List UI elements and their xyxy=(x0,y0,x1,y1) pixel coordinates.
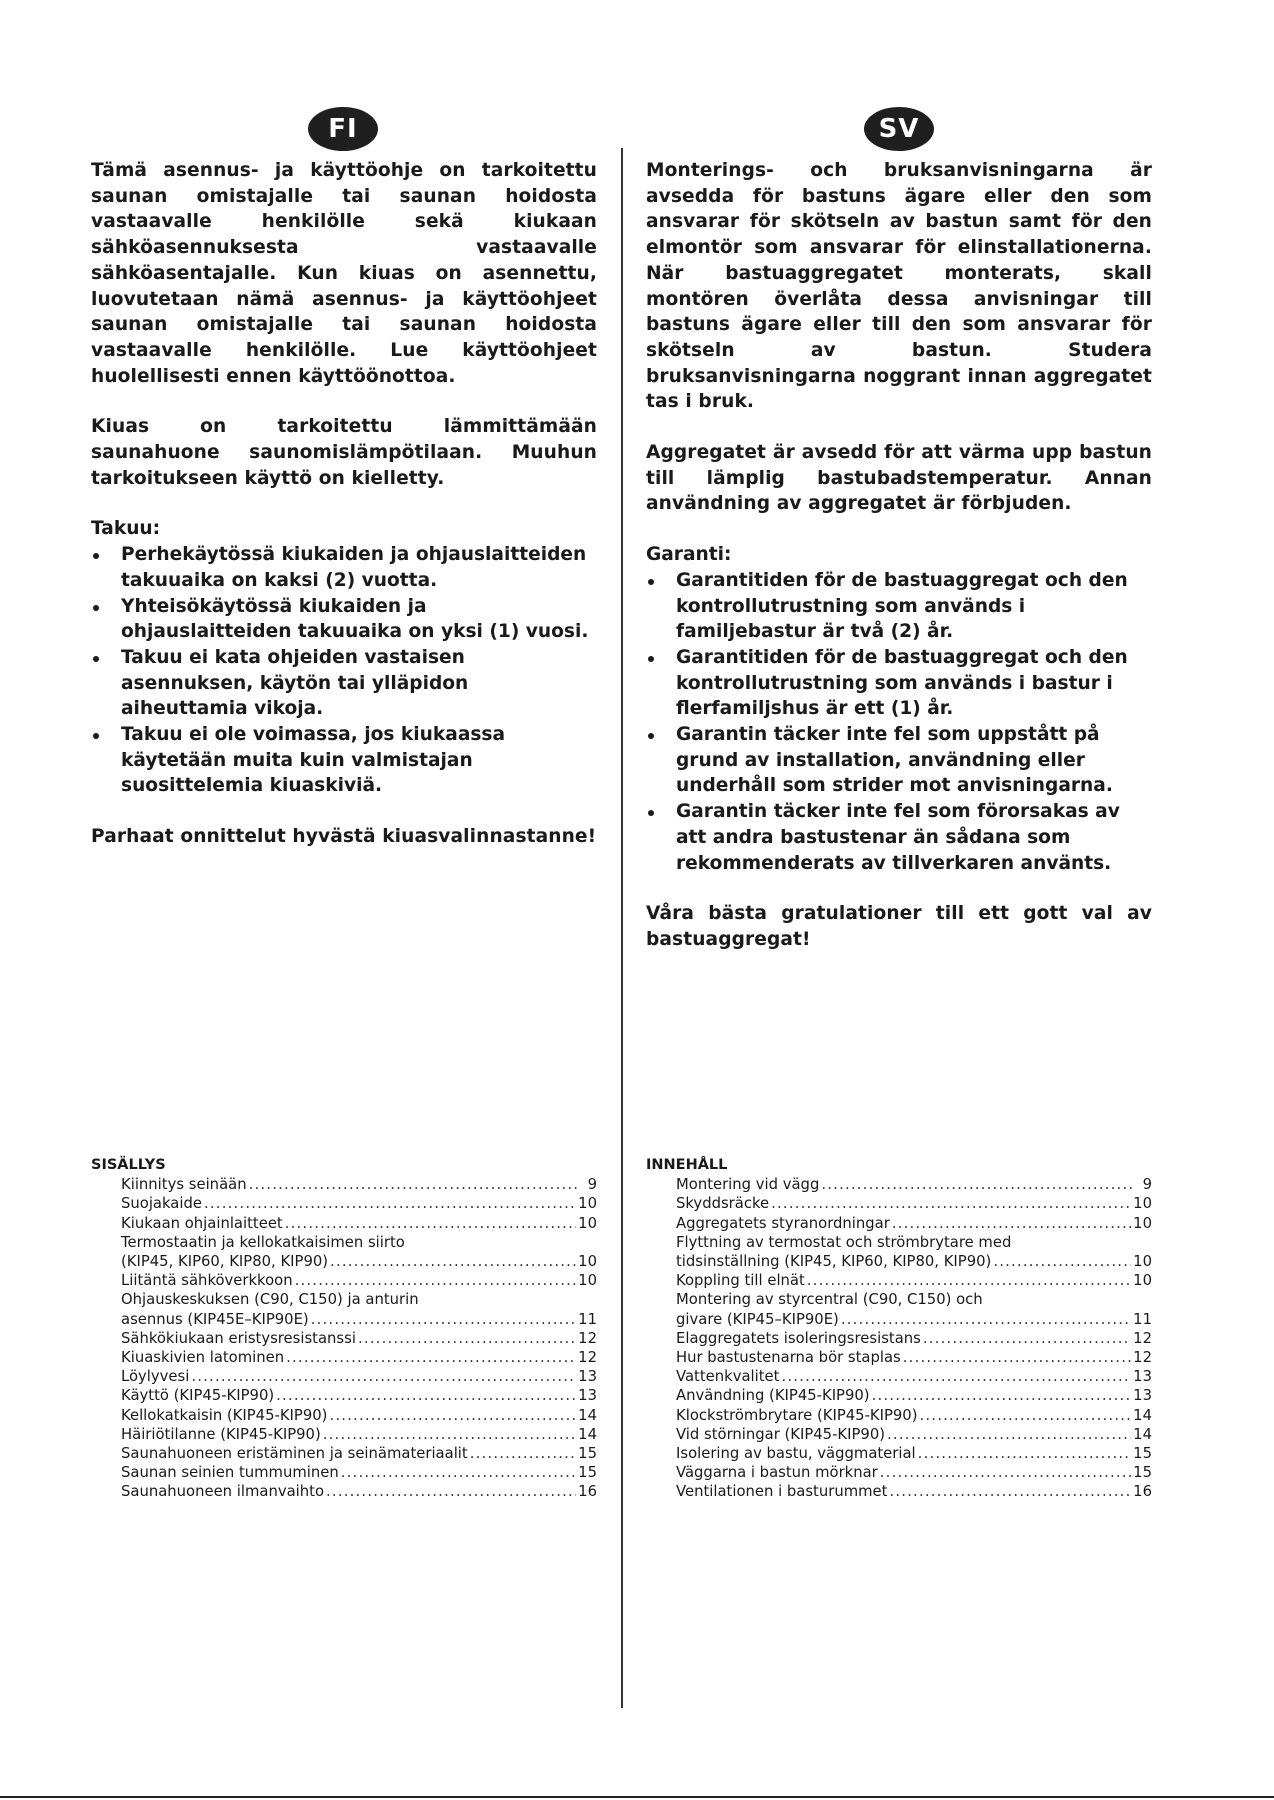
toc-entry-label: Suojakaide xyxy=(121,1195,202,1213)
toc-entry[interactable] xyxy=(91,1406,597,1425)
toc-leader xyxy=(993,1252,1131,1271)
fi-warranty-title: Takuu: xyxy=(91,518,161,540)
toc-entry-label: Klockströmbrytare (KIP45-KIP90) xyxy=(676,1406,918,1424)
toc-leader xyxy=(358,1329,576,1348)
toc-leader xyxy=(249,1175,577,1194)
toc-leader xyxy=(311,1310,576,1329)
toc-leader xyxy=(341,1463,576,1482)
toc-entry-label: givare (KIP45–KIP90E) xyxy=(676,1310,839,1328)
list-item: Garantitiden för de bastuaggregat och den kontrollutrustning som används i bastur i flerfamiljshus är ett (1) år. xyxy=(646,645,1152,722)
toc-entry[interactable] xyxy=(91,1310,597,1329)
toc-entry-label: Saunahuoneen eristäminen ja seinämateriaalit xyxy=(121,1445,468,1463)
toc-entry-page: 16 xyxy=(1133,1483,1152,1501)
toc-entry[interactable] xyxy=(646,1214,1152,1233)
toc-entry-label: Ventilationen i basturummet xyxy=(676,1483,888,1501)
toc-entry-page: 10 xyxy=(1133,1195,1152,1213)
toc-entry-page: 10 xyxy=(1133,1214,1152,1232)
language-badge-sv: SV xyxy=(864,107,934,151)
toc-entry[interactable] xyxy=(91,1386,597,1405)
toc-leader xyxy=(295,1271,577,1290)
toc-entry[interactable] xyxy=(646,1194,1152,1213)
toc-entry-page: 15 xyxy=(578,1464,597,1482)
toc-entry-page: 15 xyxy=(1133,1445,1152,1463)
toc-entry-label: Hur bastustenarna bör staplas xyxy=(676,1349,901,1367)
toc-entry-label: Kellokatkaisin (KIP45-KIP90) xyxy=(121,1406,328,1424)
toc-entry-page: 9 xyxy=(587,1176,597,1194)
toc-leader xyxy=(326,1482,576,1501)
toc-entry-page: 14 xyxy=(578,1406,597,1424)
toc-entry[interactable] xyxy=(91,1367,597,1386)
fi-column xyxy=(91,158,597,875)
toc-entry-label: Aggregatets styranordningar xyxy=(676,1214,890,1232)
toc-leader xyxy=(330,1252,576,1271)
list-item: Takuu ei kata ohjeiden vastaisen asennuksen, käytön tai ylläpidon aiheuttamia vikoja. xyxy=(91,645,597,722)
toc-entry-page: 13 xyxy=(578,1387,597,1405)
fi-purpose-paragraph: Kiuas on tarkoitettu lämmittämään saunahuone saunomislämpötilaan. Muuhun tarkoitukseen käyttö on kielletty. xyxy=(91,416,597,489)
toc-leader xyxy=(889,1482,1131,1501)
toc-entry-page: 10 xyxy=(1133,1272,1152,1290)
toc-entry[interactable] xyxy=(646,1367,1152,1386)
toc-entry-label: tidsinställning (KIP45, KIP60, KIP80, KIP90) xyxy=(676,1253,992,1271)
toc-entry[interactable] xyxy=(91,1348,597,1367)
toc-entry[interactable] xyxy=(91,1271,597,1290)
list-item: Yhteisökäytössä kiukaiden ja ohjauslaitteiden takuuaika on yksi (1) vuosi. xyxy=(91,594,597,645)
toc-leader xyxy=(923,1329,1131,1348)
toc-entry-label: Kiuaskivien latominen xyxy=(121,1349,285,1367)
toc-entry[interactable] xyxy=(646,1329,1152,1348)
sv-toc-list xyxy=(646,1175,1152,1501)
toc-entry-page: 11 xyxy=(1133,1310,1152,1328)
fi-toc-title: SISÄLLYS xyxy=(91,1157,166,1173)
toc-entry-label: Väggarna i bastun mörknar xyxy=(676,1464,878,1482)
fi-intro-paragraph: Tämä asennus- ja käyttöohje on tarkoitettu saunan omistajalle tai saunan hoidosta vastaavalle henkilölle sekä kiukaan sähköasennuksesta vastaavalle sähköasentajalle. Kun kiuas on asennettu, luovutetaan nämä asennus- ja käyttöohjeet saunan omistajalle tai saunan hoidosta vastaavalle henkilölle. Lue käyttöohjeet huolellisesti ennen käyttöönottoa. xyxy=(91,160,597,387)
toc-entry[interactable] xyxy=(646,1425,1152,1444)
toc-entry-page: 16 xyxy=(578,1483,597,1501)
toc-entry-page: 15 xyxy=(1133,1464,1152,1482)
toc-entry-page: 9 xyxy=(1142,1176,1152,1194)
toc-entry[interactable] xyxy=(91,1463,597,1482)
toc-entry[interactable] xyxy=(646,1271,1152,1290)
toc-entry-label: Käyttö (KIP45-KIP90) xyxy=(121,1387,275,1405)
toc-leader xyxy=(880,1463,1131,1482)
toc-leader xyxy=(781,1367,1131,1386)
toc-entry[interactable] xyxy=(646,1463,1152,1482)
toc-entry-label: Skyddsräcke xyxy=(676,1195,770,1213)
toc-entry-page: 13 xyxy=(1133,1368,1152,1386)
toc-entry[interactable] xyxy=(91,1329,597,1348)
toc-entry-page: 14 xyxy=(1133,1425,1152,1443)
fi-warranty-list xyxy=(91,542,597,799)
toc-entry-page: 10 xyxy=(578,1214,597,1232)
toc-entry-label: Kiinnitys seinään xyxy=(121,1176,247,1194)
sv-intro-paragraph: Monterings- och bruksanvisningarna är avsedda för bastuns ägare eller den som ansvarar för skötseln av bastun samt för den elmontör som ansvarar för elinstallationerna. När bastuaggregatet monterats, skall montören överlåta dessa anvisningar till bastuns ägare eller till den som ansvarar för skötseln av bastun. Studera bruksanvisningarna noggrant innan aggregatet tas i bruk. xyxy=(646,160,1152,413)
page-bottom-rule xyxy=(0,1796,1274,1798)
toc-entry-label: Koppling till elnät xyxy=(676,1272,805,1290)
toc-entry[interactable] xyxy=(646,1482,1152,1501)
language-badge-fi: FI xyxy=(308,107,378,151)
sv-congrats: Våra bästa gratulationer till ett gott val av bastuaggregat! xyxy=(646,903,1152,950)
fi-toc-list xyxy=(91,1175,597,1501)
toc-entry-label: Vattenkvalitet xyxy=(676,1368,780,1386)
toc-entry[interactable] xyxy=(91,1482,597,1501)
toc-entry-first-line: Termostaatin ja kellokatkaisimen siirto xyxy=(121,1233,405,1251)
toc-leader xyxy=(329,1406,576,1425)
toc-leader xyxy=(323,1425,576,1444)
toc-entry-page: 10 xyxy=(578,1272,597,1290)
toc-leader xyxy=(204,1194,576,1213)
toc-entry-label: (KIP45, KIP60, KIP80, KIP90) xyxy=(121,1253,329,1271)
fi-congrats: Parhaat onnittelut hyvästä kiuasvalinnastanne! xyxy=(91,826,597,848)
toc-entry-first-line: Ohjauskeskuksen (C90, C150) ja anturin xyxy=(121,1291,419,1309)
toc-entry[interactable] xyxy=(91,1425,597,1444)
toc-entry[interactable] xyxy=(646,1386,1152,1405)
toc-entry[interactable] xyxy=(91,1444,597,1463)
list-item: Garantin täcker inte fel som uppstått på grund av installation, användning eller underhåll som strider mot anvisningarna. xyxy=(646,722,1152,799)
toc-entry-label: Saunan seinien tummuminen xyxy=(121,1464,339,1482)
toc-entry[interactable] xyxy=(91,1175,597,1194)
toc-entry-page: 14 xyxy=(578,1425,597,1443)
toc-leader xyxy=(821,1175,1132,1194)
toc-entry-page: 12 xyxy=(578,1329,597,1347)
toc-leader xyxy=(920,1406,1132,1425)
toc-entry-label: Sähkökiukaan eristysresistanssi xyxy=(121,1329,356,1347)
toc-entry-page: 12 xyxy=(578,1349,597,1367)
toc-leader xyxy=(470,1444,576,1463)
sv-purpose-paragraph: Aggregatet är avsedd för att värma upp bastun till lämplig bastubadstemperatur. Annan användning av aggregatet är förbjuden. xyxy=(646,442,1152,515)
sv-column xyxy=(646,158,1152,978)
toc-entry[interactable] xyxy=(646,1310,1152,1329)
toc-entry-label: asennus (KIP45E–KIP90E) xyxy=(121,1310,309,1328)
toc-entry-label: Häiriötilanne (KIP45-KIP90) xyxy=(121,1425,321,1443)
toc-leader xyxy=(892,1214,1131,1233)
toc-leader xyxy=(887,1425,1131,1444)
toc-entry-label: Vid störningar (KIP45-KIP90) xyxy=(676,1425,886,1443)
toc-entry-page: 11 xyxy=(578,1310,597,1328)
toc-leader xyxy=(872,1386,1132,1405)
toc-entry[interactable] xyxy=(646,1444,1152,1463)
toc-entry[interactable] xyxy=(646,1252,1152,1271)
toc-entry-page: 15 xyxy=(578,1445,597,1463)
toc-entry-label: Isolering av bastu, väggmaterial xyxy=(676,1445,916,1463)
toc-entry-page: 10 xyxy=(578,1195,597,1213)
list-item: Takuu ei ole voimassa, jos kiukaassa käytetään muita kuin valmistajan suosittelemia kiuaskiviä. xyxy=(91,722,597,799)
toc-entry-label: Elaggregatets isoleringsresistans xyxy=(676,1329,921,1347)
toc-entry-page: 14 xyxy=(1133,1406,1152,1424)
sv-table-of-contents xyxy=(646,1156,1152,1502)
toc-leader xyxy=(191,1367,576,1386)
toc-entry-first-line: Flyttning av termostat och strömbrytare med xyxy=(676,1233,1012,1251)
toc-entry-page: 13 xyxy=(1133,1387,1152,1405)
sv-warranty-title: Garanti: xyxy=(646,544,732,566)
toc-entry[interactable] xyxy=(91,1194,597,1213)
toc-entry-label: Kiukaan ohjainlaitteet xyxy=(121,1214,283,1232)
list-item: Garantin täcker inte fel som förorsakas av att andra bastustenar än sådana som rekommenderats av tillverkaren använts. xyxy=(646,799,1152,876)
toc-entry-label: Användning (KIP45-KIP90) xyxy=(676,1387,870,1405)
toc-leader xyxy=(807,1271,1131,1290)
toc-entry[interactable] xyxy=(91,1214,597,1233)
toc-leader xyxy=(918,1444,1131,1463)
toc-entry[interactable] xyxy=(646,1175,1152,1194)
toc-leader xyxy=(841,1310,1131,1329)
toc-entry-page: 12 xyxy=(1133,1349,1152,1367)
column-divider xyxy=(621,148,623,1708)
toc-entry-label: Montering vid vägg xyxy=(676,1176,820,1194)
list-item: Garantitiden för de bastuaggregat och den kontrollutrustning som används i familjebastur är två (2) år. xyxy=(646,568,1152,645)
toc-entry-first-line: Montering av styrcentral (C90, C150) och xyxy=(676,1291,983,1309)
toc-entry-label: Löylyvesi xyxy=(121,1368,190,1386)
sv-toc-title: INNEHÅLL xyxy=(646,1157,728,1173)
list-item: Perhekäytössä kiukaiden ja ohjauslaitteiden takuuaika on kaksi (2) vuotta. xyxy=(91,542,597,593)
toc-entry-page: 10 xyxy=(578,1253,597,1271)
toc-entry[interactable] xyxy=(646,1406,1152,1425)
sv-warranty-list xyxy=(646,568,1152,876)
toc-entry-page: 13 xyxy=(578,1368,597,1386)
toc-entry-label: Liitäntä sähköverkkoon xyxy=(121,1272,293,1290)
toc-entry-label: Saunahuoneen ilmanvaihto xyxy=(121,1483,325,1501)
fi-table-of-contents xyxy=(91,1156,597,1502)
toc-entry-page: 10 xyxy=(1133,1253,1152,1271)
toc-leader xyxy=(903,1348,1131,1367)
toc-leader xyxy=(771,1194,1131,1213)
toc-leader xyxy=(276,1386,576,1405)
toc-entry[interactable] xyxy=(91,1252,597,1271)
toc-entry[interactable] xyxy=(646,1348,1152,1367)
toc-leader xyxy=(286,1348,576,1367)
toc-leader xyxy=(285,1214,576,1233)
toc-entry-page: 12 xyxy=(1133,1329,1152,1347)
